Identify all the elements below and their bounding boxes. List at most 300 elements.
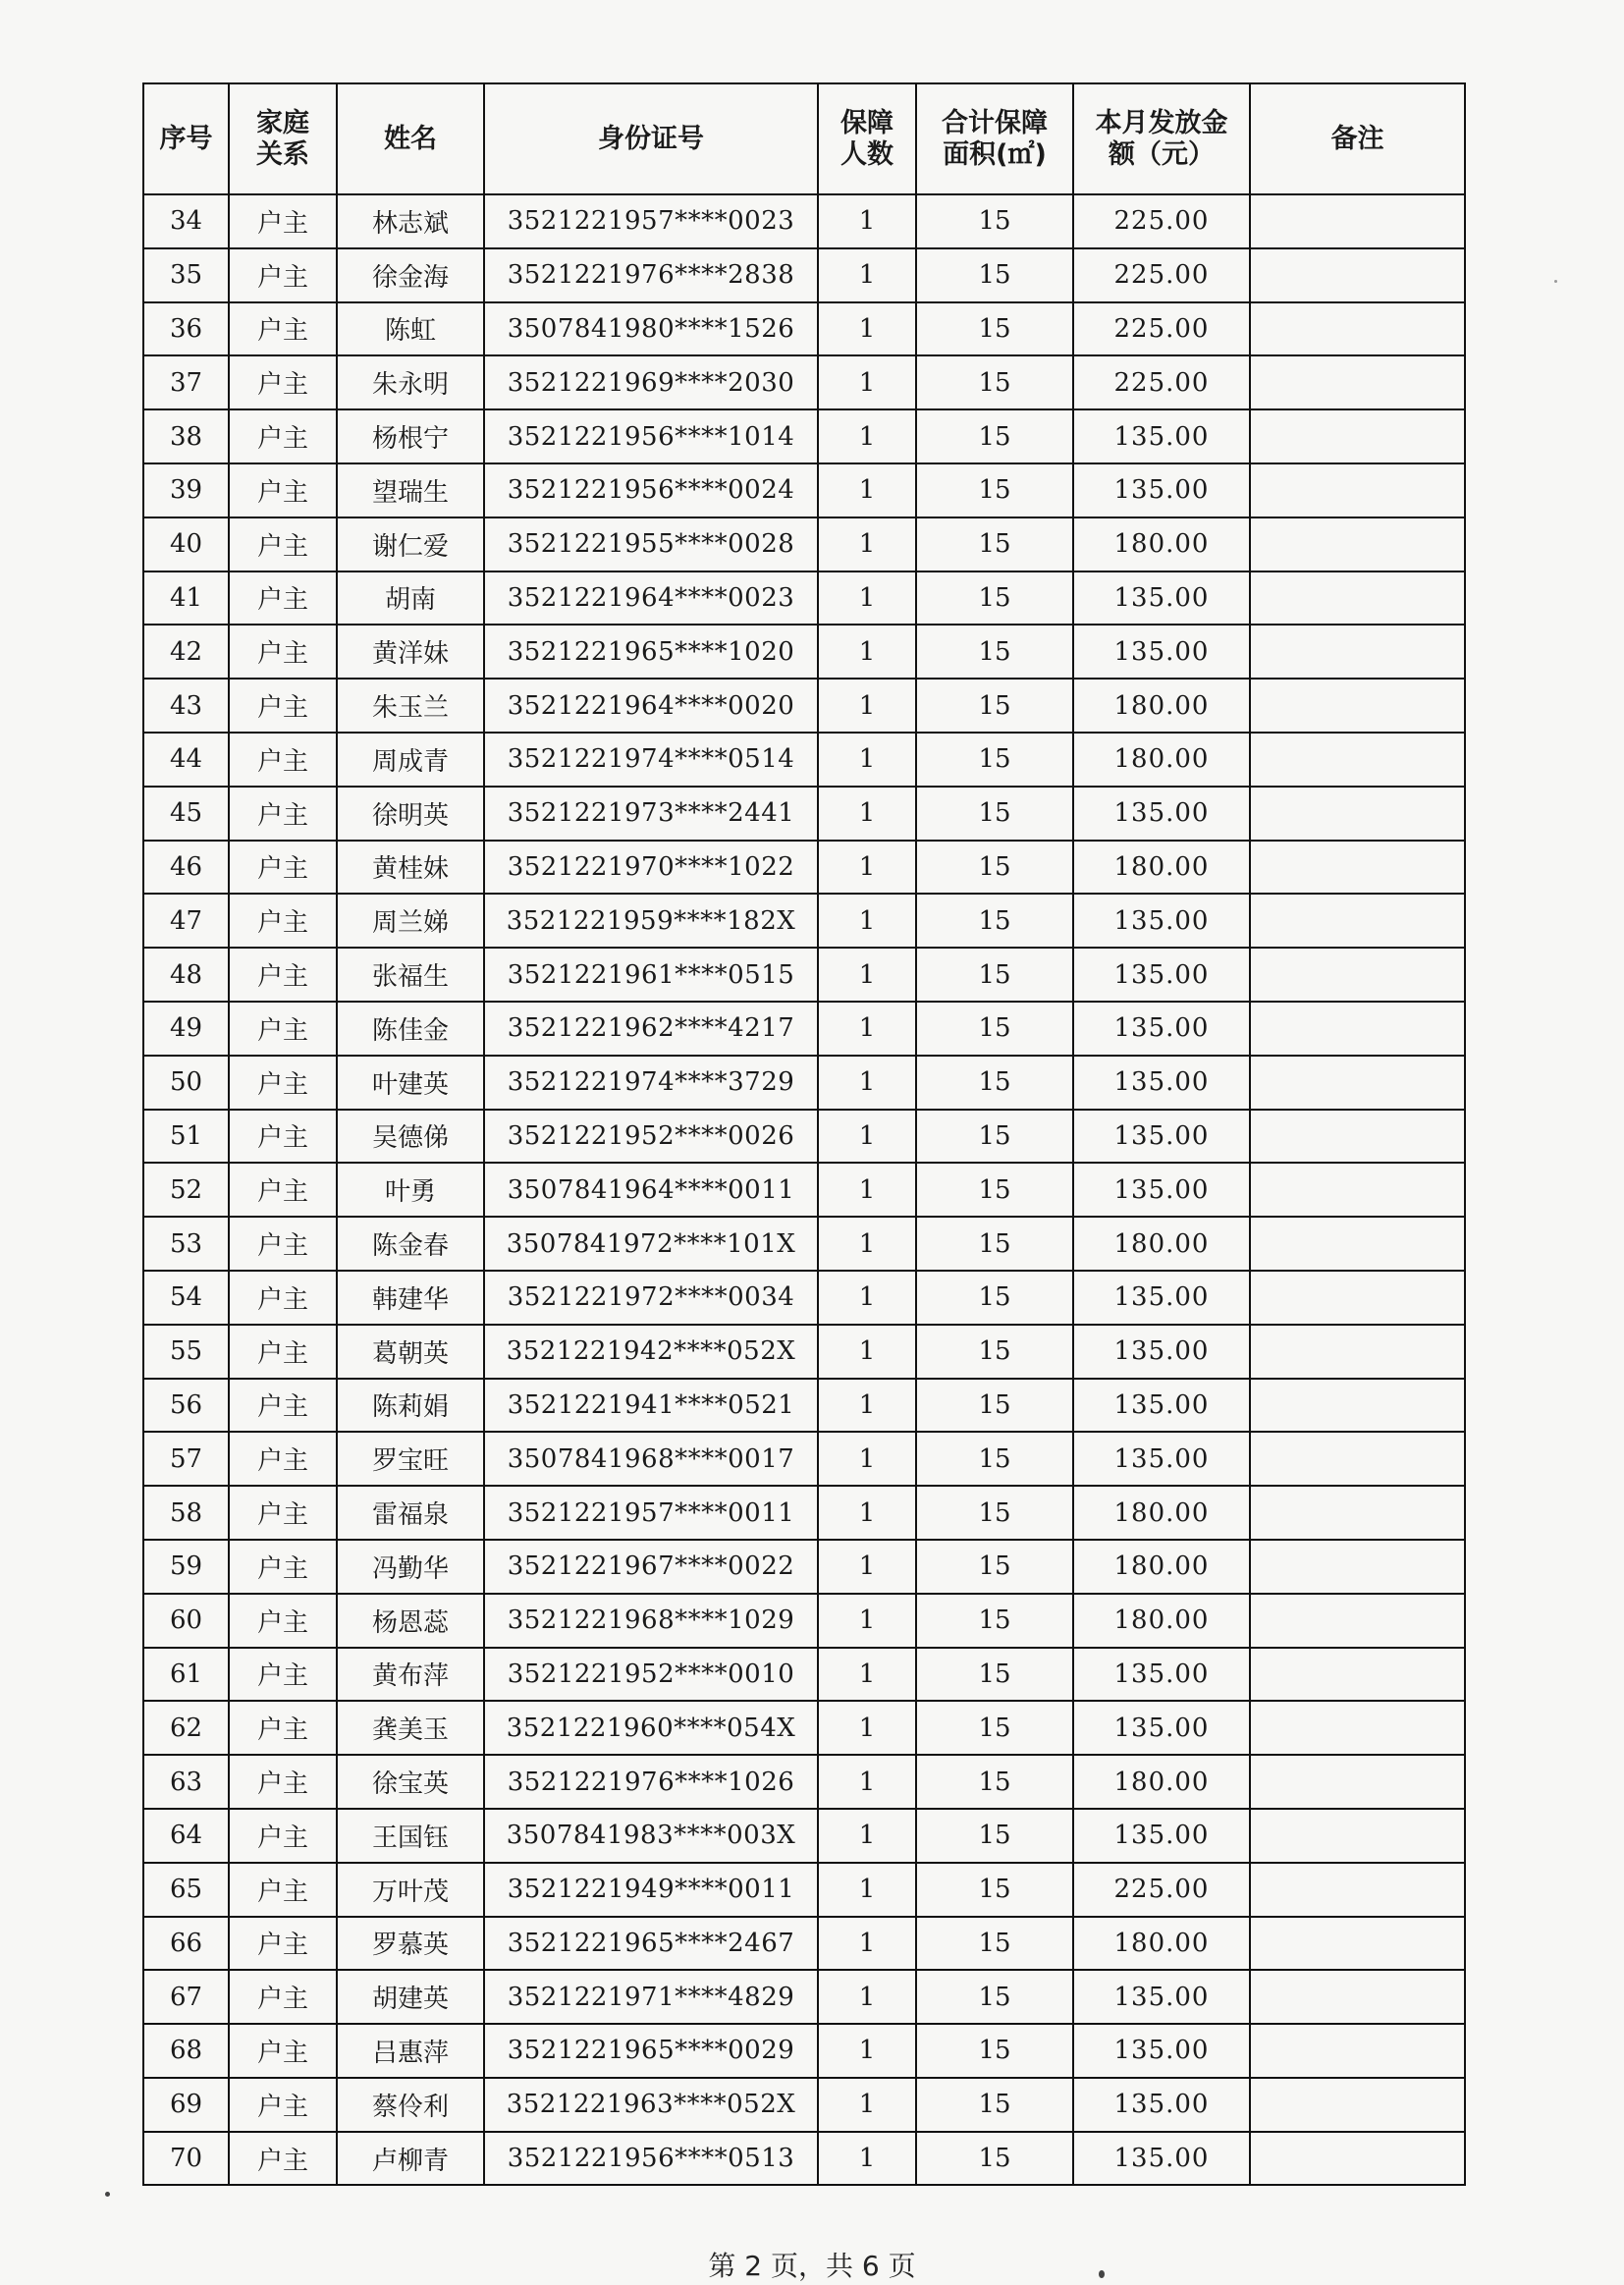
- cell-id-number: 3521221971****4829: [484, 1970, 818, 2024]
- cell-id-number: 3521221952****0010: [484, 1648, 818, 1702]
- cell-remark: [1250, 1863, 1465, 1917]
- cell-id-number: 3521221956****1014: [484, 409, 818, 463]
- cell-seq: 60: [143, 1594, 229, 1648]
- cell-name: 林志斌: [337, 194, 484, 248]
- cell-persons: 1: [818, 1755, 916, 1809]
- cell-id-number: 3521221964****0023: [484, 571, 818, 626]
- cell-seq: 63: [143, 1755, 229, 1809]
- table-row: [143, 1540, 1465, 1594]
- header-relation: 家庭关系: [229, 83, 337, 194]
- cell-amount: 180.00: [1073, 733, 1250, 787]
- cell-relation: 户主: [229, 1110, 337, 1164]
- cell-persons: 1: [818, 1163, 916, 1217]
- cell-id-number: 3507841972****101X: [484, 1217, 818, 1271]
- cell-area: 15: [916, 463, 1073, 517]
- cell-amount: 180.00: [1073, 1755, 1250, 1809]
- table-row: [143, 1432, 1465, 1486]
- cell-id-number: 3521221952****0026: [484, 1110, 818, 1164]
- cell-area: 15: [916, 733, 1073, 787]
- cell-relation: 户主: [229, 625, 337, 679]
- cell-persons: 1: [818, 1056, 916, 1110]
- cell-area: 15: [916, 1110, 1073, 1164]
- cell-amount: 135.00: [1073, 625, 1250, 679]
- cell-area: 15: [916, 787, 1073, 841]
- cell-persons: 1: [818, 1379, 916, 1433]
- cell-remark: [1250, 625, 1465, 679]
- table-header-row: [143, 83, 1465, 194]
- cell-remark: [1250, 1325, 1465, 1379]
- table-row: [143, 571, 1465, 626]
- cell-amount: 135.00: [1073, 1809, 1250, 1863]
- cell-seq: 39: [143, 463, 229, 517]
- cell-id-number: 3521221957****0023: [484, 194, 818, 248]
- cell-area: 15: [916, 1755, 1073, 1809]
- table-row: [143, 517, 1465, 571]
- cell-seq: 40: [143, 517, 229, 571]
- cell-area: 15: [916, 571, 1073, 626]
- cell-name: 朱玉兰: [337, 679, 484, 733]
- table-row: [143, 1271, 1465, 1325]
- cell-remark: [1250, 1486, 1465, 1540]
- cell-persons: 1: [818, 463, 916, 517]
- cell-persons: 1: [818, 571, 916, 626]
- cell-id-number: 3521221949****0011: [484, 1863, 818, 1917]
- cell-amount: 135.00: [1073, 1648, 1250, 1702]
- cell-relation: 户主: [229, 1701, 337, 1755]
- cell-amount: 135.00: [1073, 787, 1250, 841]
- cell-amount: 135.00: [1073, 2132, 1250, 2186]
- table-row: [143, 894, 1465, 948]
- cell-amount: 135.00: [1073, 2024, 1250, 2078]
- cell-name: 王国钰: [337, 1809, 484, 1863]
- cell-relation: 户主: [229, 2132, 337, 2186]
- cell-remark: [1250, 1648, 1465, 1702]
- cell-id-number: 3521221941****0521: [484, 1379, 818, 1433]
- cell-remark: [1250, 1970, 1465, 2024]
- cell-name: 胡建英: [337, 1970, 484, 2024]
- cell-name: 陈莉娟: [337, 1379, 484, 1433]
- table-row: [143, 1110, 1465, 1164]
- cell-remark: [1250, 1379, 1465, 1433]
- table-row: [143, 302, 1465, 356]
- table-row: [143, 463, 1465, 517]
- cell-id-number: 3507841964****0011: [484, 1163, 818, 1217]
- cell-relation: 户主: [229, 1917, 337, 1971]
- cell-seq: 51: [143, 1110, 229, 1164]
- cell-seq: 34: [143, 194, 229, 248]
- cell-persons: 1: [818, 1863, 916, 1917]
- cell-area: 15: [916, 248, 1073, 302]
- cell-relation: 户主: [229, 894, 337, 948]
- cell-name: 叶建英: [337, 1056, 484, 1110]
- cell-seq: 69: [143, 2078, 229, 2132]
- cell-amount: 180.00: [1073, 517, 1250, 571]
- cell-relation: 户主: [229, 194, 337, 248]
- cell-name: 周成青: [337, 733, 484, 787]
- cell-name: 周兰娣: [337, 894, 484, 948]
- cell-area: 15: [916, 1379, 1073, 1433]
- cell-area: 15: [916, 1863, 1073, 1917]
- table-row: [143, 1002, 1465, 1056]
- cell-seq: 48: [143, 948, 229, 1002]
- table-row: [143, 733, 1465, 787]
- cell-relation: 户主: [229, 1432, 337, 1486]
- page-number: 第 2 页，共 6 页: [708, 2250, 916, 2282]
- cell-name: 冯勤华: [337, 1540, 484, 1594]
- cell-amount: 135.00: [1073, 948, 1250, 1002]
- cell-remark: [1250, 1271, 1465, 1325]
- cell-relation: 户主: [229, 571, 337, 626]
- cell-id-number: 3507841980****1526: [484, 302, 818, 356]
- cell-area: 15: [916, 1970, 1073, 2024]
- cell-id-number: 3521221968****1029: [484, 1594, 818, 1648]
- cell-remark: [1250, 2132, 1465, 2186]
- cell-area: 15: [916, 625, 1073, 679]
- cell-id-number: 3521221976****1026: [484, 1755, 818, 1809]
- cell-relation: 户主: [229, 787, 337, 841]
- cell-amount: 180.00: [1073, 1917, 1250, 1971]
- cell-name: 胡南: [337, 571, 484, 626]
- cell-amount: 135.00: [1073, 1970, 1250, 2024]
- cell-name: 吴德俤: [337, 1110, 484, 1164]
- table-row: [143, 948, 1465, 1002]
- cell-relation: 户主: [229, 2024, 337, 2078]
- cell-persons: 1: [818, 625, 916, 679]
- cell-persons: 1: [818, 787, 916, 841]
- table-row: [143, 841, 1465, 895]
- cell-amount: 135.00: [1073, 571, 1250, 626]
- cell-relation: 户主: [229, 1379, 337, 1433]
- cell-seq: 46: [143, 841, 229, 895]
- cell-persons: 1: [818, 248, 916, 302]
- cell-relation: 户主: [229, 1648, 337, 1702]
- cell-persons: 1: [818, 517, 916, 571]
- cell-id-number: 3521221965****2467: [484, 1917, 818, 1971]
- cell-persons: 1: [818, 1325, 916, 1379]
- cell-name: 望瑞生: [337, 463, 484, 517]
- scan-speck: [1554, 280, 1557, 283]
- cell-amount: 135.00: [1073, 1271, 1250, 1325]
- cell-remark: [1250, 355, 1465, 409]
- cell-area: 15: [916, 302, 1073, 356]
- cell-relation: 户主: [229, 1863, 337, 1917]
- cell-seq: 37: [143, 355, 229, 409]
- cell-id-number: 3521221955****0028: [484, 517, 818, 571]
- cell-remark: [1250, 948, 1465, 1002]
- table-row: [143, 1486, 1465, 1540]
- cell-remark: [1250, 1163, 1465, 1217]
- cell-amount: 135.00: [1073, 1056, 1250, 1110]
- table-row: [143, 679, 1465, 733]
- cell-relation: 户主: [229, 1594, 337, 1648]
- cell-area: 15: [916, 1217, 1073, 1271]
- cell-relation: 户主: [229, 1217, 337, 1271]
- cell-remark: [1250, 302, 1465, 356]
- cell-relation: 户主: [229, 733, 337, 787]
- cell-seq: 58: [143, 1486, 229, 1540]
- cell-id-number: 3521221964****0020: [484, 679, 818, 733]
- table-row: [143, 1809, 1465, 1863]
- cell-persons: 1: [818, 1432, 916, 1486]
- table-row: [143, 1648, 1465, 1702]
- cell-relation: 户主: [229, 517, 337, 571]
- table-row: [143, 1863, 1465, 1917]
- cell-id-number: 3507841983****003X: [484, 1809, 818, 1863]
- cell-id-number: 3521221957****0011: [484, 1486, 818, 1540]
- cell-relation: 户主: [229, 841, 337, 895]
- cell-relation: 户主: [229, 679, 337, 733]
- cell-remark: [1250, 1594, 1465, 1648]
- cell-seq: 67: [143, 1970, 229, 2024]
- cell-name: 陈虹: [337, 302, 484, 356]
- cell-area: 15: [916, 1701, 1073, 1755]
- cell-area: 15: [916, 2132, 1073, 2186]
- cell-persons: 1: [818, 894, 916, 948]
- cell-seq: 57: [143, 1432, 229, 1486]
- cell-seq: 66: [143, 1917, 229, 1971]
- cell-remark: [1250, 787, 1465, 841]
- cell-area: 15: [916, 1432, 1073, 1486]
- table-row: [143, 1056, 1465, 1110]
- cell-persons: 1: [818, 1970, 916, 2024]
- cell-id-number: 3521221961****0515: [484, 948, 818, 1002]
- cell-name: 龚美玉: [337, 1701, 484, 1755]
- cell-amount: 180.00: [1073, 841, 1250, 895]
- cell-id-number: 3521221962****4217: [484, 1002, 818, 1056]
- cell-name: 黄洋妹: [337, 625, 484, 679]
- cell-name: 杨恩蕊: [337, 1594, 484, 1648]
- cell-relation: 户主: [229, 1325, 337, 1379]
- cell-remark: [1250, 1002, 1465, 1056]
- cell-amount: 225.00: [1073, 355, 1250, 409]
- cell-id-number: 3521221967****0022: [484, 1540, 818, 1594]
- cell-area: 15: [916, 1486, 1073, 1540]
- cell-amount: 180.00: [1073, 1540, 1250, 1594]
- table-body: [143, 194, 1465, 2185]
- cell-seq: 41: [143, 571, 229, 626]
- cell-relation: 户主: [229, 463, 337, 517]
- table-row: [143, 409, 1465, 463]
- cell-area: 15: [916, 948, 1073, 1002]
- cell-amount: 135.00: [1073, 1163, 1250, 1217]
- table-row: [143, 1594, 1465, 1648]
- cell-amount: 180.00: [1073, 1594, 1250, 1648]
- header-persons: 保障人数: [818, 83, 916, 194]
- cell-name: 黄布萍: [337, 1648, 484, 1702]
- cell-id-number: 3521221974****0514: [484, 733, 818, 787]
- cell-persons: 1: [818, 194, 916, 248]
- table-row: [143, 248, 1465, 302]
- cell-persons: 1: [818, 1540, 916, 1594]
- table-row: [143, 1701, 1465, 1755]
- cell-persons: 1: [818, 1809, 916, 1863]
- cell-id-number: 3507841968****0017: [484, 1432, 818, 1486]
- cell-seq: 49: [143, 1002, 229, 1056]
- cell-remark: [1250, 571, 1465, 626]
- cell-relation: 户主: [229, 1002, 337, 1056]
- cell-area: 15: [916, 194, 1073, 248]
- cell-relation: 户主: [229, 1540, 337, 1594]
- cell-area: 15: [916, 517, 1073, 571]
- cell-relation: 户主: [229, 1271, 337, 1325]
- cell-amount: 225.00: [1073, 302, 1250, 356]
- cell-area: 15: [916, 1002, 1073, 1056]
- cell-persons: 1: [818, 948, 916, 1002]
- cell-seq: 45: [143, 787, 229, 841]
- cell-id-number: 3521221956****0024: [484, 463, 818, 517]
- cell-amount: 135.00: [1073, 1701, 1250, 1755]
- cell-seq: 65: [143, 1863, 229, 1917]
- header-name: 姓名: [337, 83, 484, 194]
- cell-relation: 户主: [229, 948, 337, 1002]
- cell-name: 朱永明: [337, 355, 484, 409]
- cell-area: 15: [916, 2078, 1073, 2132]
- cell-persons: 1: [818, 355, 916, 409]
- cell-name: 徐宝英: [337, 1755, 484, 1809]
- cell-name: 徐金海: [337, 248, 484, 302]
- cell-remark: [1250, 894, 1465, 948]
- cell-persons: 1: [818, 2024, 916, 2078]
- cell-area: 15: [916, 1271, 1073, 1325]
- cell-persons: 1: [818, 409, 916, 463]
- cell-name: 黄桂妹: [337, 841, 484, 895]
- cell-area: 15: [916, 355, 1073, 409]
- cell-seq: 35: [143, 248, 229, 302]
- cell-area: 15: [916, 894, 1073, 948]
- table-row: [143, 1755, 1465, 1809]
- cell-persons: 1: [818, 841, 916, 895]
- table-row: [143, 1217, 1465, 1271]
- cell-seq: 56: [143, 1379, 229, 1433]
- cell-id-number: 3521221959****182X: [484, 894, 818, 948]
- cell-id-number: 3521221965****0029: [484, 2024, 818, 2078]
- cell-name: 雷福泉: [337, 1486, 484, 1540]
- cell-remark: [1250, 2024, 1465, 2078]
- cell-amount: 135.00: [1073, 1002, 1250, 1056]
- cell-amount: 135.00: [1073, 1432, 1250, 1486]
- table-row: [143, 1325, 1465, 1379]
- cell-relation: 户主: [229, 355, 337, 409]
- cell-amount: 180.00: [1073, 1217, 1250, 1271]
- cell-area: 15: [916, 1056, 1073, 1110]
- cell-persons: 1: [818, 302, 916, 356]
- cell-name: 卢柳青: [337, 2132, 484, 2186]
- cell-seq: 47: [143, 894, 229, 948]
- cell-name: 叶勇: [337, 1163, 484, 1217]
- cell-id-number: 3521221970****1022: [484, 841, 818, 895]
- cell-amount: 180.00: [1073, 1486, 1250, 1540]
- cell-persons: 1: [818, 1271, 916, 1325]
- cell-relation: 户主: [229, 2078, 337, 2132]
- table-row: [143, 2132, 1465, 2186]
- cell-amount: 225.00: [1073, 194, 1250, 248]
- cell-seq: 68: [143, 2024, 229, 2078]
- cell-seq: 62: [143, 1701, 229, 1755]
- cell-seq: 70: [143, 2132, 229, 2186]
- cell-relation: 户主: [229, 1056, 337, 1110]
- cell-seq: 36: [143, 302, 229, 356]
- cell-amount: 180.00: [1073, 679, 1250, 733]
- cell-id-number: 3521221974****3729: [484, 1056, 818, 1110]
- cell-relation: 户主: [229, 248, 337, 302]
- cell-name: 万叶茂: [337, 1863, 484, 1917]
- cell-remark: [1250, 1755, 1465, 1809]
- cell-name: 杨根宁: [337, 409, 484, 463]
- cell-amount: 135.00: [1073, 894, 1250, 948]
- cell-remark: [1250, 1917, 1465, 1971]
- cell-amount: 225.00: [1073, 248, 1250, 302]
- header-amount: 本月发放金额（元）: [1073, 83, 1250, 194]
- cell-remark: [1250, 1217, 1465, 1271]
- cell-relation: 户主: [229, 409, 337, 463]
- cell-persons: 1: [818, 1486, 916, 1540]
- cell-relation: 户主: [229, 1486, 337, 1540]
- table-row: [143, 2078, 1465, 2132]
- cell-seq: 42: [143, 625, 229, 679]
- cell-area: 15: [916, 2024, 1073, 2078]
- cell-relation: 户主: [229, 1163, 337, 1217]
- cell-relation: 户主: [229, 302, 337, 356]
- cell-seq: 59: [143, 1540, 229, 1594]
- cell-area: 15: [916, 1648, 1073, 1702]
- cell-id-number: 3521221942****052X: [484, 1325, 818, 1379]
- cell-remark: [1250, 2078, 1465, 2132]
- cell-area: 15: [916, 1540, 1073, 1594]
- cell-remark: [1250, 1701, 1465, 1755]
- cell-id-number: 3521221969****2030: [484, 355, 818, 409]
- table-row: [143, 787, 1465, 841]
- cell-id-number: 3521221976****2838: [484, 248, 818, 302]
- cell-seq: 55: [143, 1325, 229, 1379]
- cell-persons: 1: [818, 1917, 916, 1971]
- cell-name: 蔡伶利: [337, 2078, 484, 2132]
- cell-amount: 135.00: [1073, 463, 1250, 517]
- cell-name: 谢仁爱: [337, 517, 484, 571]
- header-remark: 备注: [1250, 83, 1465, 194]
- cell-area: 15: [916, 409, 1073, 463]
- cell-remark: [1250, 1540, 1465, 1594]
- header-id: 身份证号: [484, 83, 818, 194]
- cell-seq: 64: [143, 1809, 229, 1863]
- cell-seq: 53: [143, 1217, 229, 1271]
- cell-id-number: 3521221973****2441: [484, 787, 818, 841]
- cell-amount: 135.00: [1073, 1379, 1250, 1433]
- table-row: [143, 1163, 1465, 1217]
- cell-area: 15: [916, 1917, 1073, 1971]
- cell-persons: 1: [818, 2132, 916, 2186]
- cell-area: 15: [916, 841, 1073, 895]
- table-row: [143, 1917, 1465, 1971]
- cell-remark: [1250, 1809, 1465, 1863]
- cell-seq: 43: [143, 679, 229, 733]
- cell-relation: 户主: [229, 1809, 337, 1863]
- table-row: [143, 1379, 1465, 1433]
- cell-remark: [1250, 517, 1465, 571]
- cell-persons: 1: [818, 1217, 916, 1271]
- cell-name: 陈佳金: [337, 1002, 484, 1056]
- cell-remark: [1250, 841, 1465, 895]
- cell-remark: [1250, 463, 1465, 517]
- cell-id-number: 3521221972****0034: [484, 1271, 818, 1325]
- header-area: 合计保障面积(㎡): [916, 83, 1073, 194]
- cell-persons: 1: [818, 1701, 916, 1755]
- cell-persons: 1: [818, 2078, 916, 2132]
- cell-name: 韩建华: [337, 1271, 484, 1325]
- subsidy-table: [142, 82, 1466, 2186]
- cell-remark: [1250, 1110, 1465, 1164]
- table-row: [143, 625, 1465, 679]
- cell-area: 15: [916, 1594, 1073, 1648]
